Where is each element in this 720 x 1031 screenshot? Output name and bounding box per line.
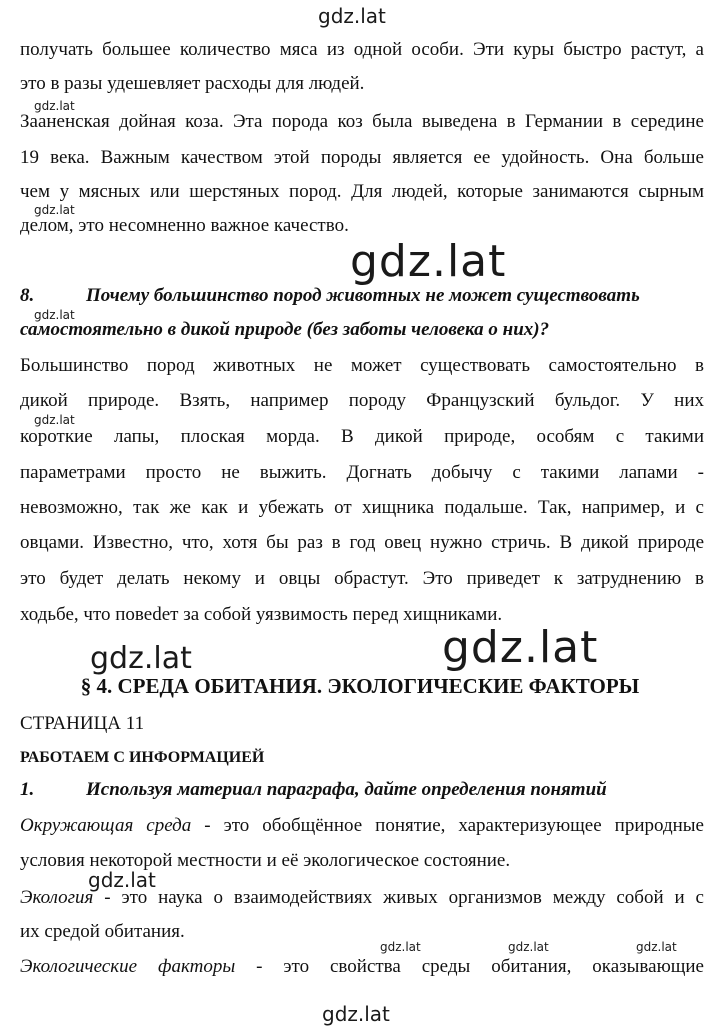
question-text: Почему большинство пород животных не может существовать: [86, 285, 640, 306]
watermark-small: gdz.lat: [34, 203, 75, 217]
definition-text: - это обобщённое понятие, характеризующее природные: [191, 815, 704, 836]
section-title: § 4. СРЕДА ОБИТАНИЯ. ЭКОЛОГИЧЕСКИЕ ФАКТОРЫ: [80, 674, 640, 698]
subheading: РАБОТАЕМ С ИНФОРМАЦИЕЙ: [20, 749, 265, 766]
text-line: получать большее количество мяса из одной особи. Эти куры быстро растут, а: [20, 39, 704, 60]
watermark-large: gdz.lat: [442, 622, 599, 673]
watermark-medium: gdz.lat: [90, 641, 192, 676]
definition-term: Окружающая среда: [20, 815, 192, 836]
text-line: Зааненская дойная коза. Эта порода коз была выведена в Германии в середине: [20, 111, 704, 132]
definition-text: - это наука о взаимодействиях живых организмов между собой и с: [93, 887, 704, 908]
question-text: самостоятельно в дикой природе (без заботы человека о них)?: [20, 319, 550, 340]
definition-line: условия некоторой местности и её экологическое состояние.: [20, 850, 511, 871]
text-line: дикой природе. Взять, например породу Французский бульдог. У них: [20, 390, 704, 411]
question-1: [20, 778, 704, 802]
watermark-small: gdz.lat: [636, 940, 677, 954]
text-line: короткие лапы, плоская морда. В дикой природе, особям с такими: [20, 426, 704, 447]
definition-line: их средой обитания.: [20, 921, 185, 942]
text-line: чем у мясных или шерстяных пород. Для людей, которые занимаются сырным: [20, 181, 704, 202]
watermark-bottom: gdz.lat: [322, 1002, 390, 1026]
definition-term: Экология: [20, 887, 94, 908]
question-text: Используя материал параграфа, дайте определения понятий: [86, 779, 607, 800]
watermark-top: gdz.lat: [318, 4, 386, 28]
watermark-large: gdz.lat: [350, 236, 507, 287]
text-line: это будет делать некому и овцы обрастут. Это приведет к затруднению в: [20, 568, 704, 589]
text-line: параметрами просто не выжить. Догнать добычу с такими лапами -: [20, 462, 704, 483]
text-line: 19 века. Важным качеством этой породы является ее удойность. Она больше: [20, 147, 704, 168]
text-line: Большинство пород животных не может существовать самостоятельно в: [20, 355, 704, 376]
watermark-small: gdz.lat: [34, 308, 75, 322]
watermark-small: gdz.lat: [380, 940, 421, 954]
text-line: невозможно, так же как и убежать от хищника подальше. Так, например, и с: [20, 497, 704, 518]
question-number: 1.: [20, 779, 35, 800]
watermark-small: gdz.lat: [508, 940, 549, 954]
question-8: [20, 284, 704, 308]
definition-line: [20, 814, 704, 838]
watermark-small: gdz.lat: [34, 413, 75, 427]
text-line: делом, это несомненно важное качество.: [20, 215, 349, 236]
page-label: СТРАНИЦА 11: [20, 713, 145, 734]
text-line: овцами. Известно, что, хотя бы раз в год овец нужно стричь. В дикой природе: [20, 532, 704, 553]
definition-line: [20, 955, 704, 979]
text-line: ходьбе, что повеdет за собой уязвимость перед хищниками.: [20, 604, 503, 625]
question-number: 8.: [20, 285, 35, 306]
definition-term: Экологические факторы: [20, 956, 236, 977]
definition-text: - это свойства среды обитания, оказывающие: [235, 956, 704, 977]
watermark-medium: gdz.lat: [88, 868, 156, 892]
definition-line: [20, 886, 704, 910]
watermark-small: gdz.lat: [34, 99, 75, 113]
text-line: это в разы удешевляет расходы для людей.: [20, 73, 365, 94]
